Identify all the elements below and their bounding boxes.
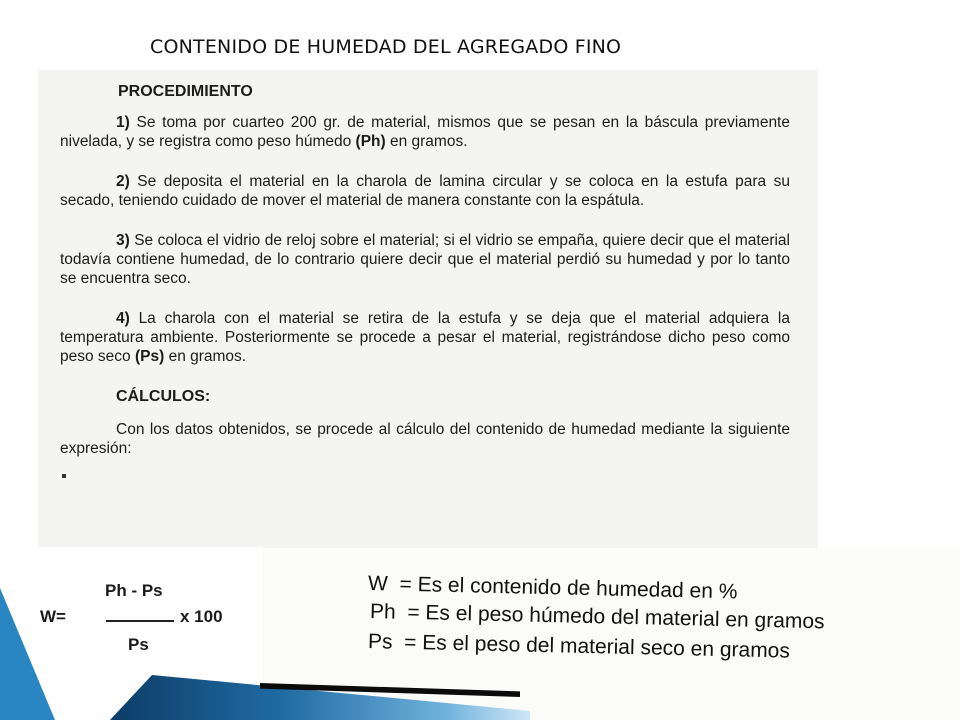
- step-4: [60, 309, 790, 366]
- procedure-text: [60, 82, 790, 479]
- definition-w-symbol: W: [367, 572, 389, 596]
- step-4-bold: (Ps): [134, 348, 165, 365]
- definition-w-text: = Es el contenido de humedad en %: [399, 572, 738, 604]
- slide-title: CONTENIDO DE HUMEDAD DEL AGREGADO FINO: [150, 36, 622, 58]
- step-4-text-end: en gramos.: [164, 348, 247, 365]
- step-4-number: 4): [116, 310, 130, 327]
- step-3-number: 3): [116, 232, 130, 249]
- step-1: [60, 113, 790, 151]
- step-1-bold: (Ph): [355, 133, 386, 150]
- calculations-heading: CÁLCULOS:: [116, 388, 211, 405]
- step-1-text-end: en gramos.: [385, 133, 468, 150]
- formula-lhs: W=: [40, 607, 66, 626]
- definition-ph-text: = Es el peso húmedo del material en gramos: [407, 600, 825, 634]
- step-1-text: Se toma por cuarteo 200 gr. de material, mismos que se pesan en la báscula previamente nivelada, y se registra como peso húmedo: [60, 114, 790, 150]
- bullet-dot: [62, 474, 66, 478]
- definition-ph-symbol: Ph: [369, 600, 396, 624]
- step-3-text: Se coloca el vidrio de reloj sobre el material; si el vidrio se empaña, quiere decir que el material todavía contiene humedad, de lo contrario quiere decir que el material perdió su humedad y por lo tanto se encuentra seco.: [60, 232, 790, 287]
- decorative-corner-triangle: [0, 588, 55, 720]
- step-2-text: Se deposita el material en la charola de lamina circular y se coloca en la estufa para su secado, teniendo cuidado de mover el material de manera constante con la espátula.: [60, 173, 790, 209]
- step-2: [60, 172, 790, 210]
- definition-ps-text: = Es el peso del material seco en gramos: [403, 630, 791, 663]
- definition-ps-symbol: Ps: [367, 630, 393, 654]
- step-4-text: La charola con el material se retira de la estufa y se deja que el material adquiera la temperatura ambiente. Posteriormente se procede a pesar el material, registrándose dicho peso como peso seco: [60, 310, 790, 365]
- step-1-number: 1): [116, 114, 130, 131]
- step-3: [60, 231, 790, 288]
- procedure-heading: PROCEDIMIENTO: [118, 83, 253, 100]
- formula-denominator: Ps: [128, 635, 149, 654]
- calculations-intro: Con los datos obtenidos, se procede al cálculo del contenido de humedad mediante la siguiente expresión:: [60, 421, 790, 457]
- formula-multiplier: x 100: [180, 607, 223, 626]
- formula-numerator: Ph - Ps: [105, 581, 163, 600]
- step-2-number: 2): [116, 173, 130, 190]
- fraction-line: [106, 620, 174, 622]
